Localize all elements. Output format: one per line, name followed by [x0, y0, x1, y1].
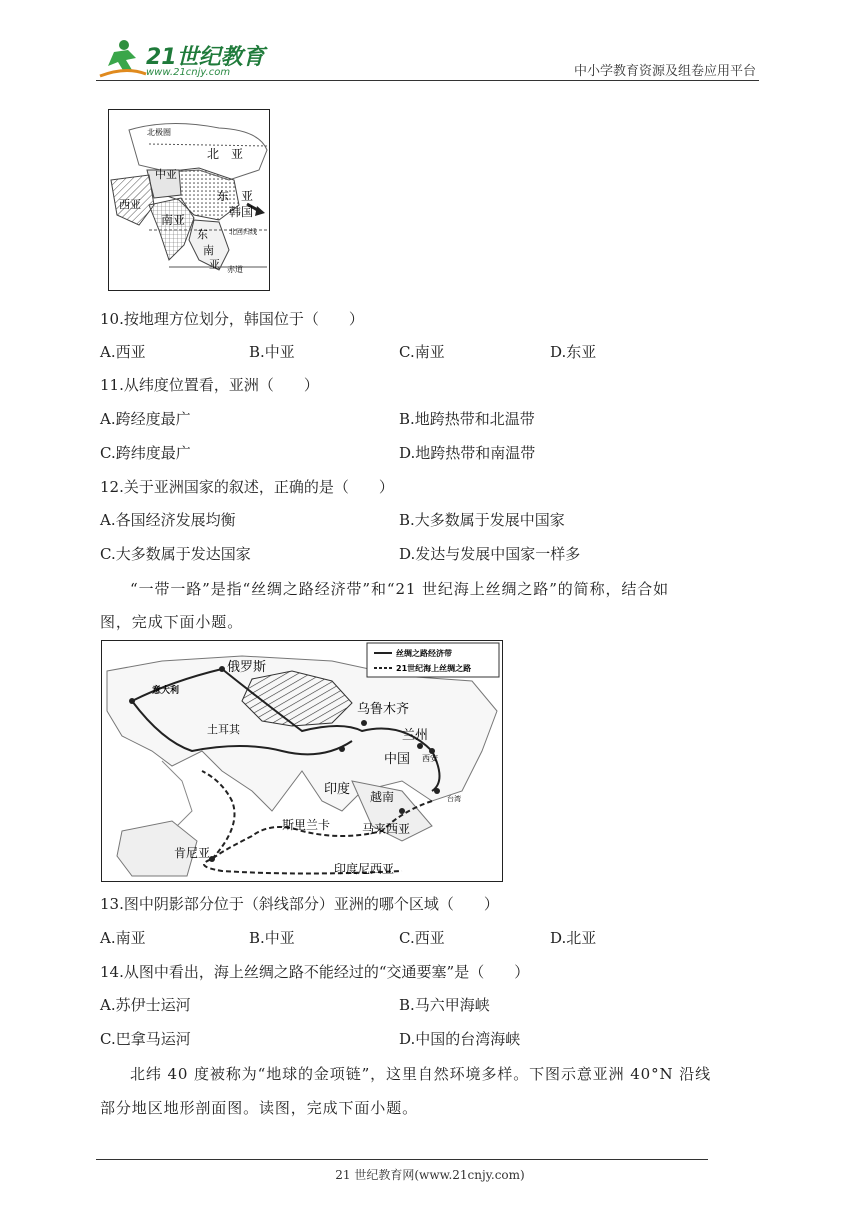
map1-label-se1: 东	[197, 228, 208, 241]
logo-text: 21世纪教育	[146, 45, 265, 70]
map2-label-kenya: 肯尼亚	[174, 846, 211, 860]
q11-option-b[interactable]: B.地跨热带和北温带	[399, 410, 535, 428]
q10-option-c[interactable]: C.南亚	[399, 343, 445, 361]
header-divider	[96, 80, 759, 81]
map2-label-china: 中国	[384, 752, 411, 767]
map1-label-equator: 赤道	[227, 265, 243, 274]
map2-label-srilanka: 斯里兰卡	[282, 818, 331, 832]
q14-option-d[interactable]: D.中国的台湾海峡	[399, 1030, 521, 1048]
q12-option-c[interactable]: C.大多数属于发达国家	[100, 545, 251, 563]
belt-road-map	[101, 640, 503, 882]
question-13-stem: 13.图中阴影部分位于（斜线部分）亚洲的哪个区域（ ）	[100, 895, 499, 913]
map2-label-russia: 俄罗斯	[227, 660, 267, 675]
q12-option-a[interactable]: A.各国经济发展均衡	[100, 511, 236, 529]
asia-regions-map	[108, 109, 270, 291]
map2-label-malaysia: 马来西亚	[362, 822, 411, 836]
map1-label-tropic: 北回归线	[229, 228, 257, 236]
map1-label-north-asia: 北 亚	[207, 147, 244, 161]
q12-option-b[interactable]: B.大多数属于发展中国家	[399, 511, 565, 529]
q12-option-d[interactable]: D.发达与发展中国家一样多	[399, 545, 581, 563]
footer-divider	[96, 1159, 708, 1160]
legend-land-road: 丝绸之路经济带	[396, 649, 452, 658]
question-14-stem: 14.从图中看出，海上丝绸之路不能经过的“交通要塞”是（ ）	[100, 963, 530, 981]
q13-option-d[interactable]: D.北亚	[550, 929, 597, 947]
q14-option-b[interactable]: B.马六甲海峡	[399, 996, 490, 1014]
q11-option-a[interactable]: A.跨经度最广	[100, 410, 191, 428]
q14-option-a[interactable]: A.苏伊士运河	[100, 996, 191, 1014]
map1-label-korea: 韩国	[229, 205, 254, 219]
q13-option-c[interactable]: C.西亚	[399, 929, 445, 947]
legend-sea-road: 21世纪海上丝绸之路	[396, 664, 472, 673]
passage-belt-road-line1: “一带一路”是指“丝绸之路经济带”和“21 世纪海上丝绸之路”的简称，结合如	[130, 580, 670, 598]
passage-40n-line1: 北纬 40 度被称为“地球的金项链”，这里自然环境多样。下图示意亚洲 40°N 沿线	[130, 1065, 712, 1083]
map2-label-xian: 西安	[422, 754, 438, 763]
map2-label-indonesia: 印度尼西亚	[334, 862, 395, 876]
map1-label-arctic: 北极圈	[147, 128, 171, 137]
q11-option-c[interactable]: C.跨纬度最广	[100, 444, 191, 462]
map2-label-taiwan: 台湾	[447, 795, 461, 803]
q14-option-c[interactable]: C.巴拿马运河	[100, 1030, 191, 1048]
question-10-stem: 10.按地理方位划分，韩国位于（ ）	[100, 310, 364, 328]
question-11-stem: 11.从纬度位置看，亚洲（ ）	[100, 376, 319, 394]
map1-label-east-asia: 东 亚	[217, 189, 254, 203]
q11-option-d[interactable]: D.地跨热带和南温带	[399, 444, 536, 462]
map2-label-vietnam: 越南	[370, 790, 395, 804]
map1-label-se3: 亚	[209, 258, 220, 271]
map2-label-italy: 意大利	[152, 686, 180, 696]
map1-label-west-asia: 西亚	[119, 198, 141, 211]
q13-option-b[interactable]: B.中亚	[249, 929, 295, 947]
q10-option-d[interactable]: D.东亚	[550, 343, 597, 361]
q13-option-a[interactable]: A.南亚	[100, 929, 146, 947]
map1-label-south-asia: 南亚	[161, 213, 186, 227]
question-12-stem: 12.关于亚洲国家的叙述，正确的是（ ）	[100, 478, 394, 496]
map2-label-urumqi: 乌鲁木齐	[357, 702, 410, 717]
q10-option-a[interactable]: A.西亚	[100, 343, 146, 361]
map2-label-india: 印度	[324, 782, 351, 797]
map2-label-lanzhou: 兰州	[402, 728, 429, 743]
map1-label-se2: 南	[203, 244, 214, 257]
footer-text: 21 世纪教育网(www.21cnjy.com)	[335, 1168, 525, 1182]
map1-label-central-asia: 中亚	[155, 168, 177, 181]
passage-40n-line2: 部分地区地形剖面图。读图，完成下面小题。	[100, 1099, 419, 1117]
header-platform-name: 中小学教育资源及组卷应用平台	[573, 64, 756, 79]
logo-url: www.21cnjy.com	[146, 67, 231, 78]
passage-belt-road-line2: 图，完成下面小题。	[100, 613, 244, 631]
map2-label-turkey: 土耳其	[207, 723, 240, 736]
q10-option-b[interactable]: B.中亚	[249, 343, 295, 361]
